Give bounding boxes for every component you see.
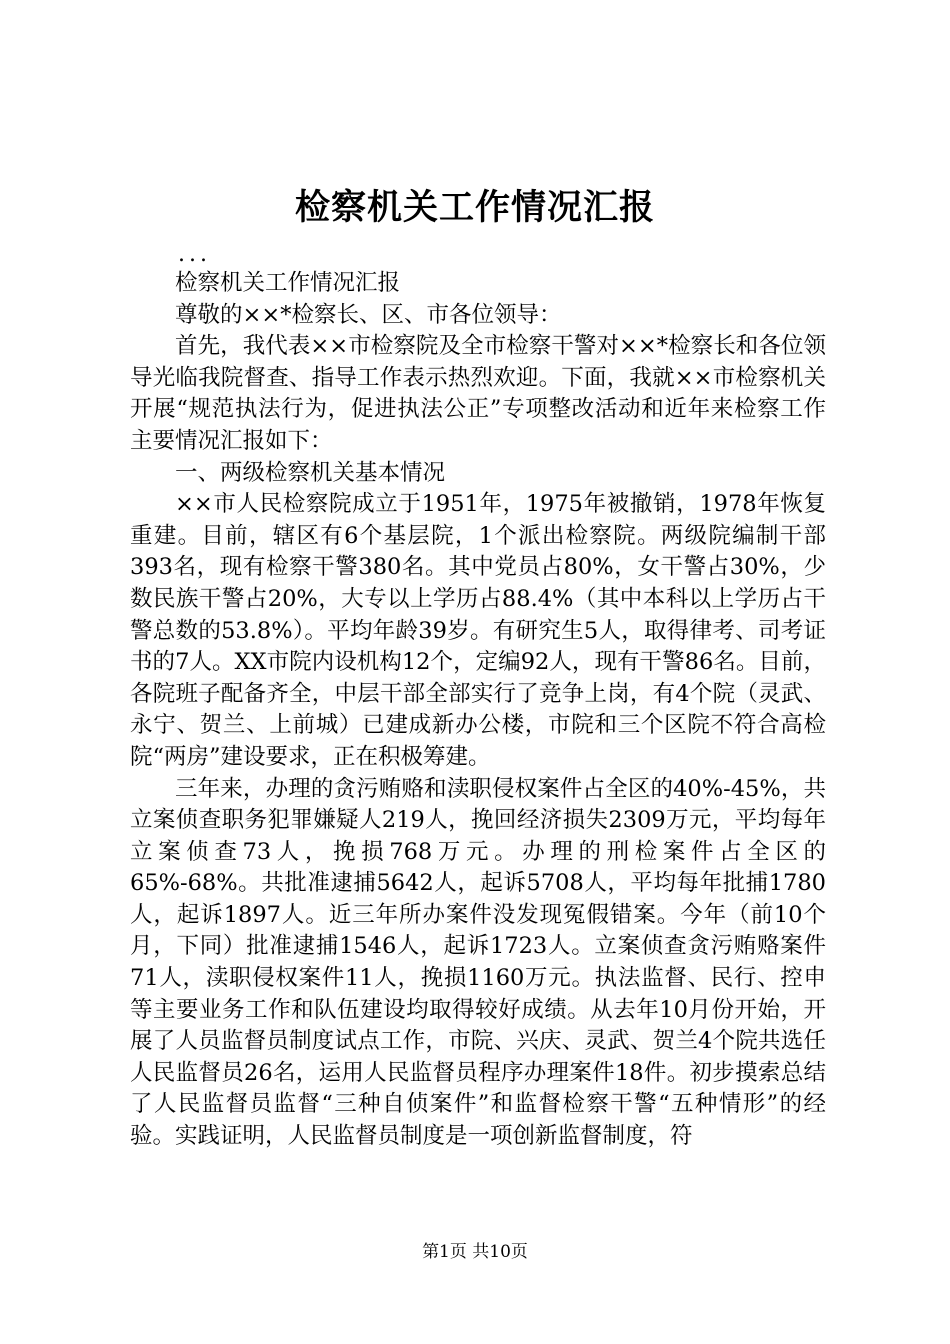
section-heading: 一、两级检察机关基本情况	[175, 459, 446, 486]
paragraph-basic-info: ××市人民检察院成立于1951年，1975年被撤销，1978年恢复重建。目前，辖区有6个基层院，1个派出检察院。两级院编制干部393名，现有检察干警380名。其中党员占80%，女干警占30%，少数民族干警占20%，大专以上学历占88.4%（其中本科以上学历占干警总数的53.8%）。平均年龄39岁。有研究生5人，取得律考、司考证书的7人。XX市院内设机构12个，定编92人，现有干警86名。目前，各院班子配备齐全，中层干部全部实行了竞争上岗，有4个院（灵武、永宁、贺兰、上前城）已建成新办公楼，市院和三个区院不符合高检院“两房”建设要求，正在积极筹建。	[130, 491, 826, 770]
ellipsis-marker: ...	[178, 242, 211, 267]
paragraph-intro: 首先，我代表××市检察院及全市检察干警对××*检察长和各位领导光临我院督查、指导工作表示热烈欢迎。下面，我就××市检察机关开展“规范执法行为，促进执法公正”专项整改活动和近年来检察工作主要情况汇报如下：	[130, 333, 826, 454]
paragraph-three-years: 三年来，办理的贪污贿赂和渎职侵权案件占全区的40%-45%，共立案侦查职务犯罪嫌疑人219人，挽回经济损失2309万元，平均每年立案侦查73人，挽损768万元。办理的刑检案件占全区的65%-68%。共批准逮捕5642人，起诉5708人，平均每年批捕1780人，起诉1897人。近三年所办案件没发现冤假错案。今年（前10个月，下同）批准逮捕1546人，起诉1723人。立案侦查贪污贿赂案件71人，渎职侵权案件11人，挽损1160万元。执法监督、民行、控申等主要业务工作和队伍建设均取得较好成绩。从去年10月份开始，开展了人员监督员制度试点工作，市院、兴庆、灵武、贺兰4个院共选任人民监督员26名，运用人民监督员程序办理案件18件。初步摸索总结了人民监督员监督“三种自侦案件”和监督检察干警“五种情形”的经验。实践证明，人民监督员制度是一项创新监督制度，符	[130, 775, 826, 1150]
paragraph-subtitle: 检察机关工作情况汇报	[175, 270, 401, 296]
paragraph-salutation: 尊敬的××*检察长、区、市各位领导：	[175, 301, 562, 328]
document-body	[130, 268, 826, 1153]
page-footer: 第1页 共10页	[422, 1242, 528, 1262]
document-title: 检察机关工作情况汇报	[294, 187, 655, 228]
